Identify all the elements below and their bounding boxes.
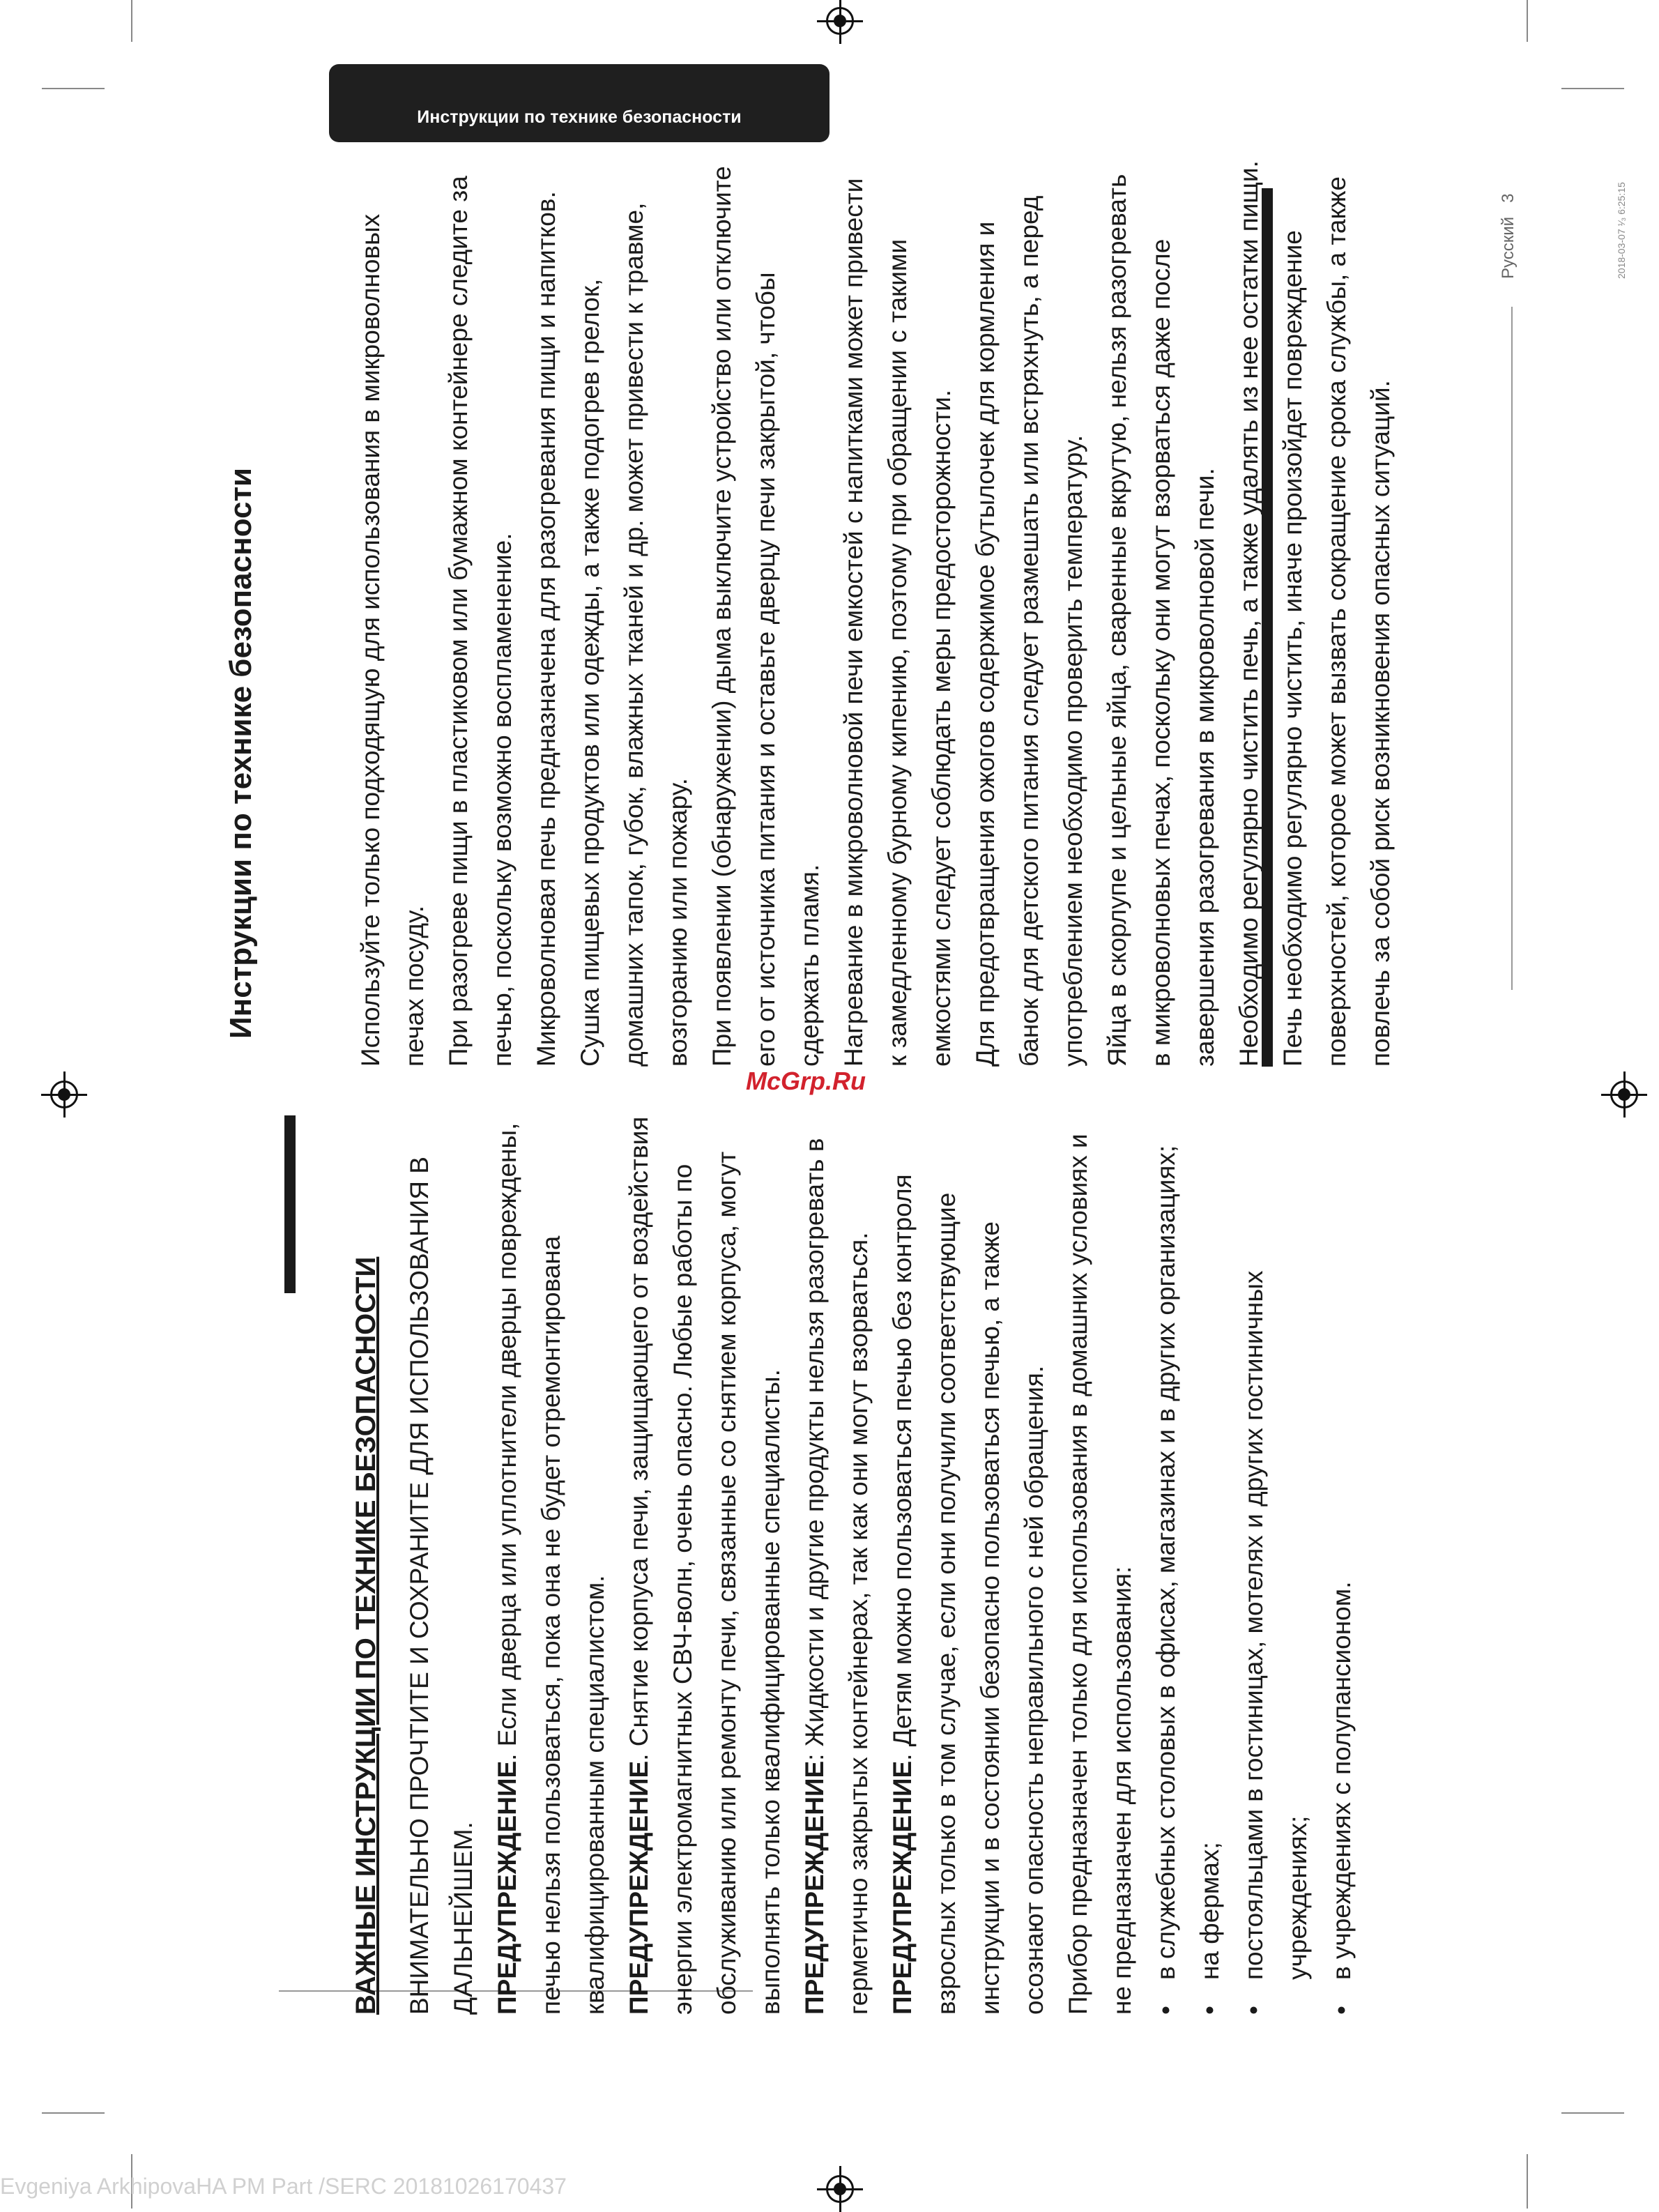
- text-line: его от источника питания и оставьте дверцу печи закрытой, чтобы: [751, 272, 780, 1067]
- text-line: сдержать пламя.: [795, 864, 824, 1067]
- list-item: • постояльцами в гостиницах, мотелях и других гостиничных: [1232, 1117, 1276, 2015]
- text-line: осознают опасность неправильного с ней обращения.: [1020, 1365, 1048, 2015]
- bullet-icon: •: [1327, 2006, 1356, 2015]
- text-line: энергии электромагнитных СВЧ-волн, очень опасно. Любые работы по: [668, 1164, 697, 2015]
- text-line: к замедленному бурному кипению, поэтому при обращении с такими: [883, 238, 912, 1067]
- list-item: • в служебных столовых в офисах, магазинах и в других организациях;: [1144, 1117, 1188, 2015]
- watermark-text: Evgeniya ArkhipovaHA PM Part /SERC 20181026170437: [0, 2174, 567, 2199]
- warning-label: ПРЕДУПРЕЖДЕНИЕ: [625, 1760, 653, 2015]
- warning-label: ПРЕДУПРЕЖДЕНИЕ: [888, 1760, 917, 2015]
- warning-paragraph: ПРЕДУПРЕЖДЕНИЕ. Если дверца или уплотнители дверцы повреждены,: [493, 1122, 521, 2015]
- page-footer: [1499, 194, 1518, 279]
- text-line: в микроволновых печах, поскольку они могут взорваться даже после: [1147, 238, 1175, 1067]
- text-line: При появлении (обнаружении) дыма выключите устройство или отключите: [708, 166, 736, 1067]
- section-title: ВАЖНЫЕ ИНСТРУКЦИИ ПО ТЕХНИКЕ БЕЗОПАСНОСТИ: [351, 1256, 381, 2015]
- crop-mark: [1527, 0, 1528, 42]
- text-line: герметично закрытых контейнерах, так как они могут взорваться.: [844, 1232, 873, 2015]
- text-line: Яйца в скорлупе и цельные яйца, сваренные вкрутую, нельзя разогревать: [1103, 174, 1131, 1067]
- text-line: употреблением необходимо проверить температуру.: [1059, 435, 1087, 1067]
- warning-label: ПРЕДУПРЕЖДЕНИЕ: [800, 1760, 829, 2015]
- side-title: Инструкции по технике безопасности: [224, 467, 258, 1039]
- text-line: домашних тапок, губок, влажных тканей и др. может привести к травме,: [620, 202, 648, 1067]
- crop-mark: [131, 0, 132, 42]
- text-line: возгоранию или пожару.: [664, 778, 692, 1067]
- page-header-label: Инструкции по технике безопасности: [417, 107, 742, 127]
- text-line: Для предотвращения ожогов содержимое бутылочек для кормления и: [971, 221, 1000, 1067]
- warning-label: ПРЕДУПРЕЖДЕНИЕ: [493, 1760, 521, 2015]
- text-line: ДАЛЬНЕЙШЕМ.: [449, 1822, 477, 2015]
- warnings-column: [397, 1117, 1363, 2015]
- warning-paragraph: ПРЕДУПРЕЖДЕНИЕ. Детям можно пользоваться печью без контроля: [888, 1174, 917, 2015]
- list-item: • в учреждениях с полупансионом.: [1320, 1117, 1363, 2015]
- crop-mark: [1561, 88, 1624, 89]
- page-header-tab: [329, 64, 830, 142]
- text-line: банок для детского питания следует размешать или встряхнуть, а перед: [1015, 195, 1043, 1067]
- text-line: печью, поскольку возможно воспламенение.: [488, 533, 517, 1067]
- footer-language: Русский: [1499, 216, 1517, 279]
- bullet-icon: •: [1195, 2006, 1224, 2015]
- text-line: взрослых только в том случае, если они получили соответствующие: [932, 1192, 961, 2015]
- registration-mark-icon: [1610, 1081, 1638, 1108]
- crop-mark: [42, 88, 105, 89]
- text-line: выполнять только квалифицированные специалисты.: [756, 1369, 785, 2015]
- text-line: Прибор предназначен только для использования в домашних условиях и: [1064, 1134, 1092, 2015]
- text-line: Микроволновая печь предназначена для разогревания пищи и напитков.: [532, 191, 560, 1067]
- list-item: • на фермах;: [1188, 1117, 1232, 2015]
- text-line: повлечь за собой риск возникновения опасных ситуаций.: [1366, 380, 1395, 1067]
- text-line: печью нельзя пользоваться, пока она не будет отремонтирована: [537, 1235, 565, 2015]
- section-marker-bar: [284, 1115, 296, 1293]
- registration-mark-icon: [826, 2175, 854, 2203]
- crop-mark: [1561, 2112, 1624, 2114]
- text-line: квалифицированным специалистом.: [581, 1575, 609, 2015]
- list-item-continuation: учреждениях;: [1283, 1815, 1312, 1980]
- text-line: печах посуду.: [400, 905, 429, 1067]
- crop-mark: [42, 2112, 105, 2114]
- site-mark: McGrp.Ru: [746, 1067, 866, 1095]
- warning-paragraph: ПРЕДУПРЕЖДЕНИЕ. Снятие корпуса печи, защищающего от воздействия: [625, 1116, 653, 2015]
- registration-mark-icon: [50, 1081, 78, 1108]
- text-line: При разогреве пищи в пластиковом или бумажном контейнере следите за: [444, 176, 473, 1067]
- text-line: обслуживанию или ремонту печи, связанные со снятием корпуса, могут: [712, 1151, 741, 2015]
- text-line: Нагревание в микроволновой печи емкостей с напитками может привести: [839, 178, 868, 1067]
- text-line: инструкции и в состоянии безопасно пользоваться печью, а также: [976, 1221, 1004, 2015]
- bullet-icon: •: [1239, 2006, 1268, 2015]
- bullet-icon: •: [1152, 2006, 1180, 2015]
- print-stamp: 2018-03-07 ¹⁄₃ 6:25:15: [1616, 182, 1627, 279]
- text-line: не предназначен для использования:: [1108, 1566, 1136, 2015]
- text-line: Печь необходимо регулярно чистить, иначе произойдет повреждение: [1278, 230, 1307, 1067]
- text-line: Необходимо регулярно чистить печь, а также удалять из нее остатки пищи.: [1234, 160, 1263, 1067]
- text-line: поверхностей, которое может вызвать сокращение срока службы, а также: [1322, 176, 1351, 1067]
- footer-page-number: 3: [1499, 193, 1517, 203]
- text-line: завершения разогревания в микроволновой печи.: [1191, 468, 1219, 1067]
- text-line: емкостями следует соблюдать меры предосторожности.: [927, 389, 956, 1067]
- crop-mark: [1527, 2154, 1528, 2209]
- registration-mark-icon: [826, 7, 854, 35]
- text-line: Используйте только подходящую для использования в микроволновых: [356, 213, 385, 1067]
- text-line: Сушка пищевых продуктов или одежды, а также подогрев грелок,: [576, 278, 604, 1067]
- footer-rule: [1511, 307, 1513, 990]
- warning-paragraph: ПРЕДУПРЕЖДЕНИЕ: Жидкости и другие продукты нельзя разогревать в: [800, 1138, 829, 2015]
- safety-column: [349, 160, 1402, 1067]
- text-line: ВНИМАТЕЛЬНО ПРОЧТИТЕ И СОХРАНИТЕ ДЛЯ ИСПОЛЬЗОВАНИЯ В: [405, 1157, 434, 2015]
